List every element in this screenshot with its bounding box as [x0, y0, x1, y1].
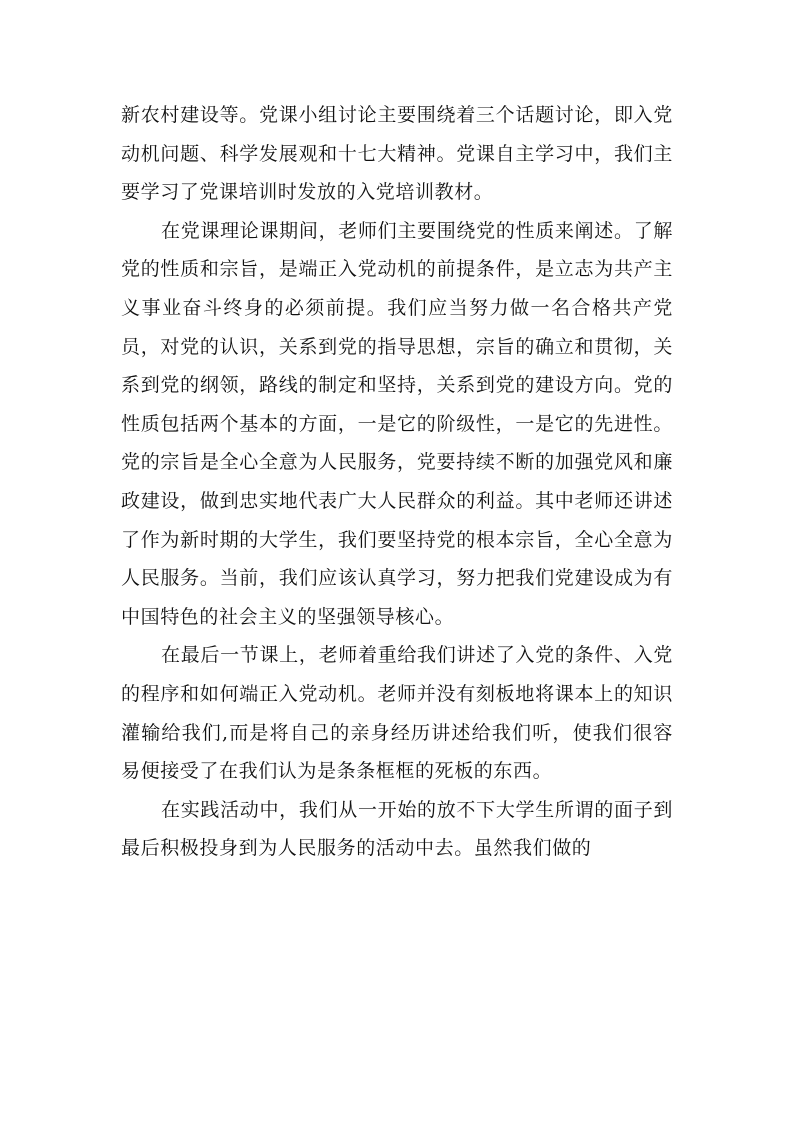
paragraph-4: 在实践活动中，我们从一开始的放不下大学生所谓的面子到最后积极投身到为人民服务的活动中去。虽然我们做的	[121, 798, 673, 860]
paragraph-2: 在党课理论课期间，老师们主要围绕党的性质来阐述。了解党的性质和宗旨，是端正入党动机的前提条件，是立志为共产主义事业奋斗终身的必须前提。我们应当努力做一名合格共产党员，对党的认识，关系到党的指导思想，宗旨的确立和贯彻，关系到党的纲领，路线的制定和坚持，关系到党的建设方向。党的性质包括两个基本的方面，一是它的阶级性，一是它的先进性。党的宗旨是全心全意为人民服务，党要持续不断的加强党风和廉政建设，做到忠实地代表广大人民群众的利益。其中老师还讲述了作为新时期的大学生，我们要坚持党的根本宗旨，全心全意为人民服务。当前，我们应该认真学习，努力把我们党建设成为有中国特色的社会主义的坚强领导核心。	[121, 219, 673, 628]
paragraph-3: 在最后一节课上，老师着重给我们讲述了入党的条件、入党的程序和如何端正入党动机。老师并没有刻板地将课本上的知识灌输给我们,而是将自己的亲身经历讲述给我们听，使我们很容易便接受了在我们认为是条条框框的死板的东西。	[121, 644, 673, 783]
paragraph-1: 新农村建设等。党课小组讨论主要围绕着三个话题讨论，即入党动机问题、科学发展观和十七大精神。党课自主学习中，我们主要学习了党课培训时发放的入党培训教材。	[121, 104, 673, 204]
document-body	[121, 96, 673, 868]
